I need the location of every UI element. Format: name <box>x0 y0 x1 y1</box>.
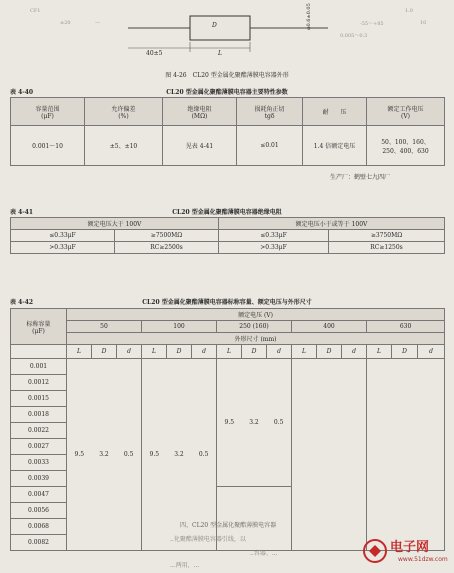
subheader-d-small: d <box>267 345 292 359</box>
capacity-cell: 0.0056 <box>11 503 67 519</box>
capacity-cell: 0.0012 <box>11 375 67 391</box>
capacity-cell: 0.0015 <box>11 391 67 407</box>
table-cell: ±5、±10 <box>85 126 163 166</box>
table-cell: 50、100、160、 250、400、630 <box>367 126 445 166</box>
voltage-header: 50 <box>67 321 142 333</box>
capacity-cell: 0.0039 <box>11 471 67 487</box>
header-cell: 耐 压 <box>303 98 367 126</box>
capacity-cell: 0.0082 <box>11 535 67 551</box>
capacity-cell: 0.0018 <box>11 407 67 423</box>
dimension-d-label: D <box>212 22 217 29</box>
table-cell: ≤0.01 <box>237 126 303 166</box>
dimension-l-label: L <box>218 50 222 57</box>
header-cell: 额定电压小于或等于 100V <box>219 218 445 230</box>
table-cell: ≥7500MΩ <box>115 230 219 242</box>
subheader-l: L <box>142 345 167 359</box>
table-cell <box>11 345 67 359</box>
header-cell: 绝缘电阻 (MΩ) <box>163 98 237 126</box>
table-cell: RC≥1250s <box>329 242 445 254</box>
capacity-cell: 0.0047 <box>11 487 67 503</box>
top-fragment: ±20 <box>60 20 71 26</box>
capacity-cell: 0.001 <box>11 359 67 375</box>
subheader-d: D <box>167 345 192 359</box>
table-number: 表 4-42 <box>10 299 34 306</box>
table-4-40 <box>10 97 445 166</box>
rated-voltage-header: 额定电压 (V) <box>67 309 445 321</box>
capacity-cell: 0.0027 <box>11 439 67 455</box>
watermark-url: www.51dzw.com <box>398 556 448 563</box>
table-cell: 0.001～10 <box>11 126 85 166</box>
watermark-logo <box>362 536 454 572</box>
manufacturer-note: 生产厂：鹤壁七九四厂 <box>330 174 391 181</box>
dims-group-100: 9.5 3.2 0.5 <box>142 359 217 551</box>
subheader-d: D <box>317 345 342 359</box>
watermark-logo-icon <box>362 538 388 564</box>
table-cell: 见表 4-41 <box>163 126 237 166</box>
table-4-42 <box>10 308 445 551</box>
table-number: 表 4-40 <box>10 89 34 96</box>
header-cell: 容量范围 (μF) <box>11 98 85 126</box>
watermark-brand: 电子网 <box>390 540 430 555</box>
subheader-l: L <box>292 345 317 359</box>
table-cell i: RC≥2500s <box>115 242 219 254</box>
capacitor-drawing <box>128 8 328 68</box>
table-title: CL20 型金属化聚酯薄膜电容器绝缘电阻 <box>172 209 282 216</box>
subheader-l: L <box>67 345 92 359</box>
subheader-l: L <box>367 345 392 359</box>
table-title: CL20 型金属化聚酯薄膜电容器主要特性参数 <box>166 89 288 96</box>
subheader-d: D <box>92 345 117 359</box>
subheader-d-small: d <box>192 345 217 359</box>
subheader-d-small: d <box>117 345 142 359</box>
dimensions-header: 外形尺寸 (mm) <box>67 333 445 345</box>
bottom-section-heading: 四、CL20 型金属化聚酯薄膜电容器 <box>180 522 277 529</box>
top-fragment: -55～+85 <box>360 21 384 27</box>
table-cell: ≤0.33μF <box>219 230 329 242</box>
voltage-header: 630 <box>367 321 445 333</box>
voltage-header: 100 <box>142 321 217 333</box>
dims-group-400 <box>292 359 367 551</box>
table-cell: >0.33μF <box>11 242 115 254</box>
subheader-d-small: d <box>342 345 367 359</box>
lead-diameter-label: φ0.6±0.05 <box>306 3 312 30</box>
bottom-text-line: ...两用，... <box>170 562 200 569</box>
header-cell: 额定电压大于 100V <box>11 218 219 230</box>
subheader-l: L <box>217 345 242 359</box>
top-fragment: 0.005～0.3 <box>340 33 368 39</box>
capacity-cell: 0.0033 <box>11 455 67 471</box>
bottom-text-line: ..容器、... <box>250 550 278 557</box>
table-title: CL20 型金属化聚酯薄膜电容器标称容量、额定电压与外形尺寸 <box>142 299 312 306</box>
voltage-header: 250 (160) <box>217 321 292 333</box>
top-fragment: CF1 <box>30 8 41 14</box>
bottom-text-line: ..化聚酯薄膜电容器引线，以 <box>170 536 246 543</box>
capacity-header: 标称容量 (μF) <box>11 309 67 345</box>
voltage-header: 400 <box>292 321 367 333</box>
capacity-cell: 0.0022 <box>11 423 67 439</box>
capacitor-figure <box>128 3 328 68</box>
table-cell: 1.4 倍额定电压 <box>303 126 367 166</box>
top-fragment: 1.0 <box>405 8 413 14</box>
header-cell: 额定工作电压 (V) <box>367 98 445 126</box>
table-4-41 <box>10 217 445 254</box>
subheader-d-small: d <box>418 345 445 359</box>
top-fragment: 10 <box>420 20 427 26</box>
table-cell: ≤0.33μF <box>11 230 115 242</box>
dims-group-50-100: 9.5 3.2 0.5 <box>67 359 142 551</box>
dims-group-630 <box>367 359 445 551</box>
table-cell: >0.33μF <box>219 242 329 254</box>
subheader-d: D <box>392 345 418 359</box>
header-cell: 损耗角正切 tgδ <box>237 98 303 126</box>
capacity-cell: 0.0068 <box>11 519 67 535</box>
subheader-d: D <box>242 345 267 359</box>
table-cell: ≥3750MΩ <box>329 230 445 242</box>
figure-caption: 图 4-26 CL20 型金属化聚酯薄膜电容器外形 <box>165 72 289 79</box>
dims-group-250: 9.5 3.2 0.5 <box>217 359 292 487</box>
top-fragment: — <box>95 20 100 26</box>
table-number: 表 4-41 <box>10 209 34 216</box>
header-cell: 允许偏差 (%) <box>85 98 163 126</box>
lead-length-label: 40±5 <box>146 50 163 57</box>
